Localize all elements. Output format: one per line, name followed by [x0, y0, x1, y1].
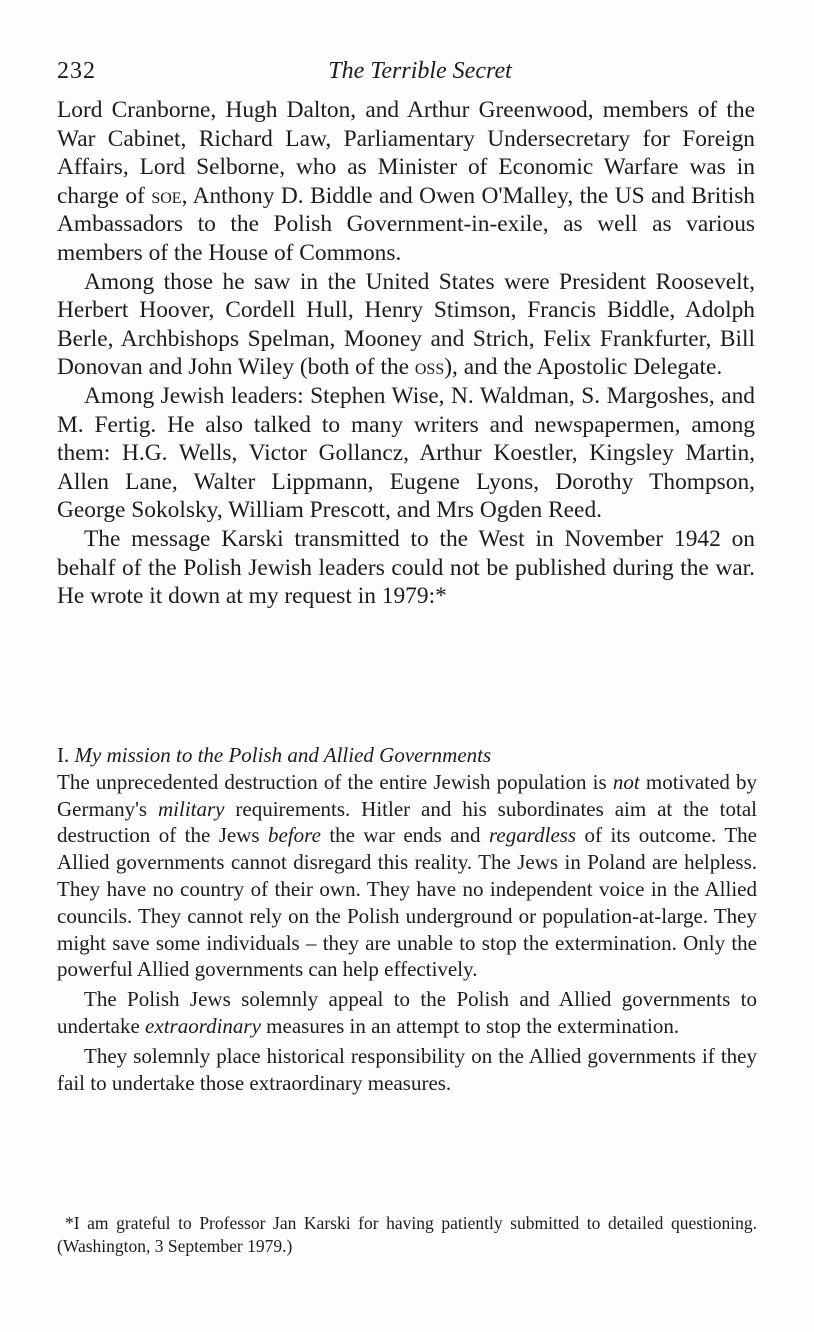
emphasis: extraordinary — [145, 1013, 261, 1038]
paragraph-2 — [57, 268, 761, 382]
footnote: *I am grateful to Professor Jan Karski for having patiently submitted to detailed questioning. (Washington, 3 September 1979.) — [57, 1213, 762, 1256]
paragraph-3: Among Jewish leaders: Stephen Wise, N. Waldman, S. Margoshes, and M. Fertig. He also talked to many writers and newspapermen, among them: H.G. Wells, Victor Gollancz, Arthur Koestler, Kingsley Martin, Allen Lane, Walter Lippmann, Eugene Lyons, Dorothy Thompson, George Sokolsky, William Prescott, and Mrs Ogden Reed. — [57, 382, 761, 524]
text-run: ), and the Apostolic Delegate. — [444, 354, 723, 381]
acronym-oss: oss — [414, 354, 445, 381]
emphasis: not — [612, 769, 640, 794]
text-run: the war ends and — [320, 823, 489, 848]
section-numeral: I. — [57, 743, 70, 767]
message-paragraph-1 — [57, 769, 763, 983]
emphasis: regardless — [489, 823, 577, 848]
text-run: motivated by Germany's — [57, 769, 763, 821]
text-run: measures in an attempt to stop the extermination. — [260, 1013, 680, 1038]
text-run: Lord Cranborne, Hugh Dalton, and Arthur Greenwood, members of the War Cabinet, Richard Law, Parliamentary Undersecretary for Foreign Affairs, Lord Selborne, who as Minister of Economic Warfare was in charge of — [57, 97, 761, 209]
running-title: The Terrible Secret — [328, 58, 512, 84]
emphasis: before — [268, 823, 321, 848]
text-run: of its outcome. The Allied governments cannot disregard this reality. The Jews in Poland are helpless. They have no country of their own. They have no independent voice in the Allied councils. They cannot rely on the Polish underground or population-at-large. They might save some individuals – they are unable to stop the extermination. Only the powerful Allied governments can help effectively. — [57, 823, 763, 982]
text-run: The Polish Jews solemnly appeal to the Polish and Allied governments to undertake — [57, 987, 763, 1038]
section-title: My mission to the Polish and Allied Governments — [74, 743, 492, 767]
paragraph-4: The message Karski transmitted to the West in November 1942 on behalf of the Polish Jewish leaders could not be published during the war. He wrote it down at my request in 1979:* — [57, 525, 761, 610]
page-header — [57, 54, 763, 90]
acronym-soe: soe — [151, 182, 182, 209]
text-run: requirements. Hitler and his subordinates aim at the total destruction of the Jews — [57, 796, 763, 848]
body-text — [57, 96, 761, 611]
text-run: The unprecedented destruction of the entire Jewish population is — [57, 769, 613, 794]
quoted-message — [57, 742, 763, 1096]
page-number: 232 — [57, 58, 96, 84]
emphasis: military — [158, 796, 225, 821]
message-paragraph-3: They solemnly place historical responsibility on the Allied governments if they fail to undertake those extraordinary measures. — [57, 1043, 763, 1095]
paragraph-1 — [57, 96, 761, 268]
text-run: , Anthony D. Biddle and Owen O'Malley, the US and British Ambassadors to the Polish Government-in-exile, as well as various members of the House of Commons. — [57, 182, 761, 266]
section-heading — [57, 742, 757, 769]
text-run: Among those he saw in the United States were President Roosevelt, Herbert Hoover, Cordell Hull, Henry Stimson, Francis Biddle, Adolph Berle, Archbishops Spelman, Mooney and Strich, Felix Frankfurter, Bill Donovan and John Wiley (both of the — [57, 268, 761, 381]
message-paragraph-2 — [57, 986, 763, 1040]
